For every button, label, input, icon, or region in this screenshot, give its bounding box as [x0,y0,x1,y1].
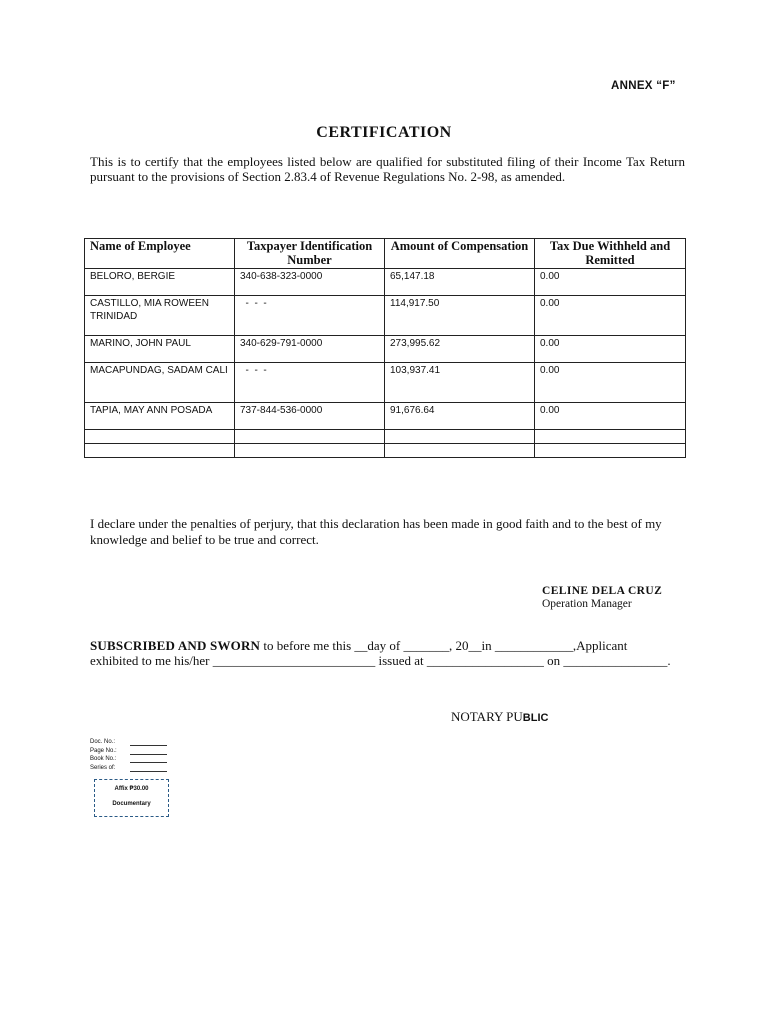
stamp-line-1: Affix ₱30.00 [114,786,149,792]
cell-tax: 0.00 [535,363,686,403]
cell-name: BELORO, BERGIE [85,269,235,296]
doc-no-label: Doc. No.: [90,739,116,745]
series-blank [130,764,167,772]
header-tin: Taxpayer Identification Number [235,239,385,269]
book-no-label: Book No.: [90,756,117,762]
cell-amount: 103,937.41 [385,363,535,403]
cell-tin: 737-844-536-0000 [235,403,385,430]
header-tax: Tax Due Withheld and Remitted [535,239,686,269]
documentary-stamp-box [94,779,169,817]
document-title: CERTIFICATION [316,124,452,141]
blank-cell [385,444,535,458]
sworn-line-1: to before me this __day of _______, 20__in ____________,Applicant [260,638,628,653]
cell-amount: 91,676.64 [385,403,535,430]
cell-tax: 0.00 [535,403,686,430]
sworn-statement [90,638,690,668]
cell-amount: 65,147.18 [385,269,535,296]
blank-row [85,444,686,458]
signer-role: Operation Manager [542,598,632,610]
doc-meta-row [90,764,167,773]
cell-tin: 340-629-791-0000 [235,336,385,363]
header-amount: Amount of Compensation [385,239,535,269]
signer-name: CELINE DELA CRUZ [542,585,663,597]
cell-tax: 0.00 [535,296,686,336]
sworn-line-2: exhibited to me his/her _________________________ issued at __________________ on ________________. [90,653,671,668]
table-header-row [85,239,686,269]
doc-no-blank [130,738,167,746]
table-row [85,296,686,336]
employee-table [84,238,686,458]
notary-tail: BLIC [522,712,549,724]
table-row [85,363,686,403]
cell-tax: 0.00 [535,269,686,296]
blank-cell [235,430,385,444]
blank-cell [235,444,385,458]
blank-cell [85,444,235,458]
page-no-label: Page No.: [90,747,117,754]
series-label: Series of: [90,764,116,771]
book-no-blank [130,755,167,763]
doc-meta-row [90,755,167,764]
cell-tin: - - - [235,363,385,403]
cell-amount: 114,917.50 [385,296,535,336]
cell-name: TAPIA, MAY ANN POSADA [85,403,235,430]
blank-cell [85,430,235,444]
table-row [85,336,686,363]
blank-cell [535,444,686,458]
doc-meta-block [90,738,167,772]
sworn-lead: SUBSCRIBED AND SWORN [90,638,261,653]
blank-row [85,430,686,444]
notary-head: NOTARY PU [451,709,523,724]
annex-label: ANNEX “F” [611,80,676,92]
blank-cell [535,430,686,444]
table-row [85,403,686,430]
doc-meta-row [90,747,167,756]
intro-paragraph: This is to certify that the employees listed below are qualified for substituted filing of their Income Tax Return pursuant to the provisions of Section 2.83.4 of Revenue Regulations No. 2-98, as amended. [90,154,685,184]
page-no-blank [130,747,167,755]
table-row [85,269,686,296]
stamp-line-2: Documentary [112,801,151,807]
cell-name: CASTILLO, MIA ROWEEN TRINIDAD [85,296,235,336]
cell-tax: 0.00 [535,336,686,363]
header-name: Name of Employee [85,239,235,269]
blank-cell [385,430,535,444]
doc-meta-row [90,738,167,747]
cell-name: MARINO, JOHN PAUL [85,336,235,363]
declaration-paragraph: I declare under the penalties of perjury, that this declaration has been made in good faith and to the best of my knowledge and belief to be true and correct. [90,516,662,547]
cell-name: MACAPUNDAG, SADAM CALI [85,363,235,403]
cell-tin: - - - [235,296,385,336]
notary-public-label [451,709,548,725]
cell-amount: 273,995.62 [385,336,535,363]
cell-tin: 340-638-323-0000 [235,269,385,296]
